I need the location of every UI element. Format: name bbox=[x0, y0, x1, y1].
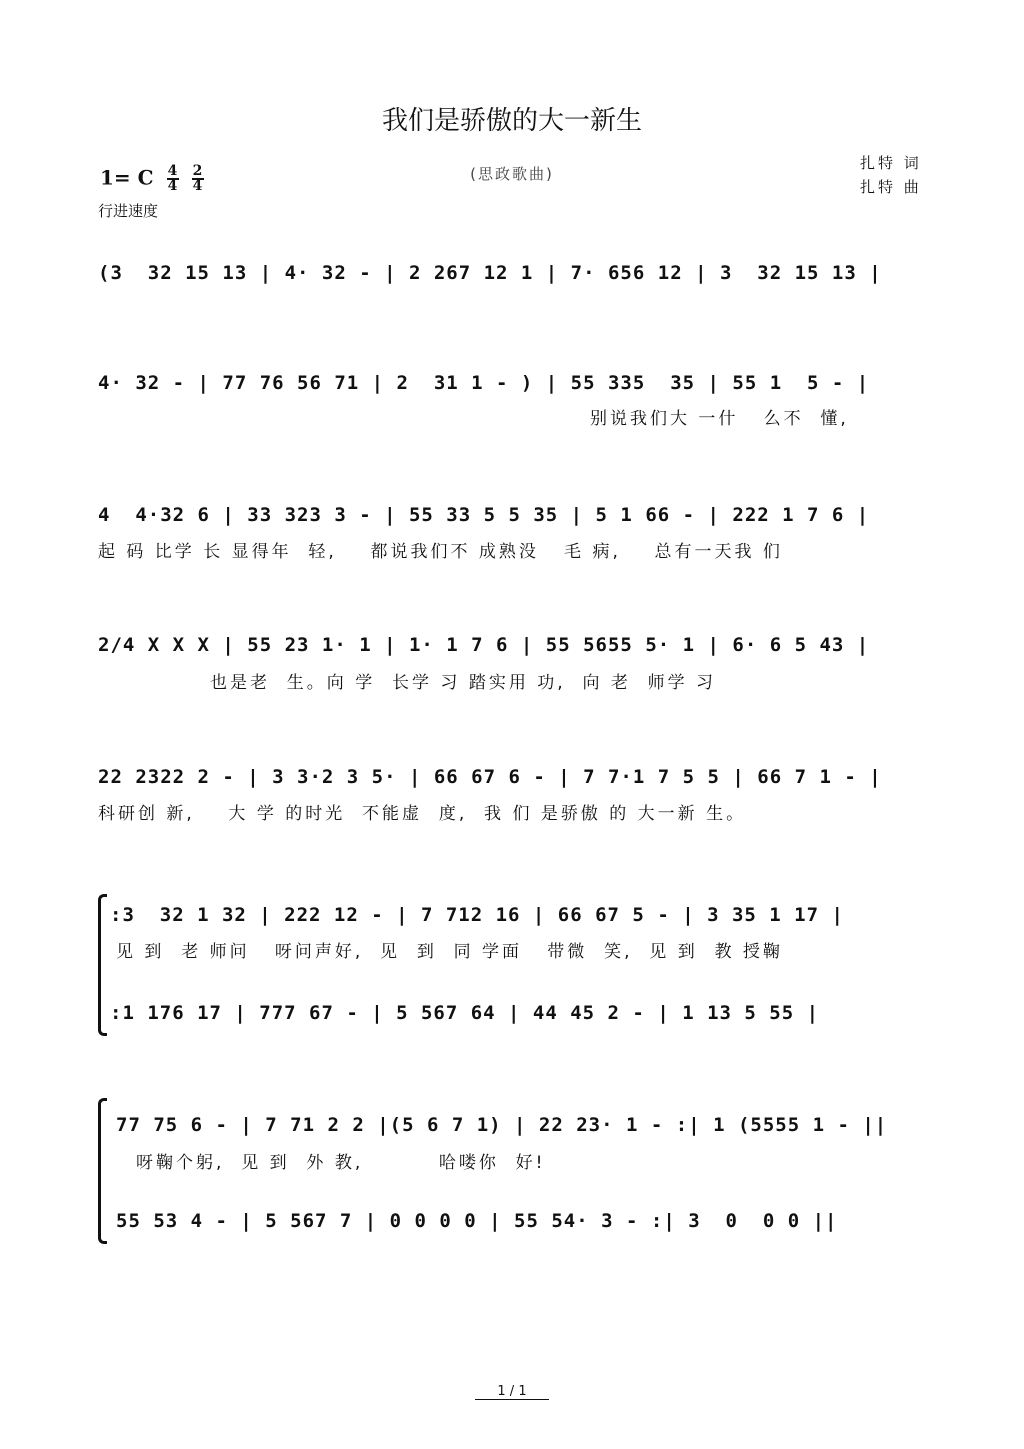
system-brace-1 bbox=[98, 894, 107, 1036]
score-line-8-lyrics: 呀鞠个躬, 见 到 外 教, 哈喽你 好! bbox=[136, 1153, 546, 1173]
score-line-6-lyrics: 见 到 老 师问 呀问声好, 见 到 同 学面 带微 笑, 见 到 教 授鞠 bbox=[116, 942, 783, 962]
score-line-8-notes: 77 75 6 - | 7 71 2 2 |(5 6 7 1) | 22 23· 1 - :| 1 (5555 1 - || bbox=[116, 1114, 888, 1136]
song-subtitle: (思政歌曲) bbox=[470, 165, 554, 183]
score-line-1-notes: (3 32 15 13 | 4· 32 - | 2 267 12 1 | 7· 656 12 | 3 32 15 13 | bbox=[98, 262, 882, 284]
score-line-6-notes: :3 32 1 32 | 222 12 - | 7 712 16 | 66 67 5 - | 3 35 1 17 | bbox=[110, 904, 844, 926]
time-signature-4-4: $\frac{4}{4}$ bbox=[167, 163, 178, 194]
score-line-5-notes: 22 2322 2 - | 3 3·2 3 5· | 66 67 6 - | 7 7·1 7 5 5 | 66 7 1 - | bbox=[98, 766, 882, 788]
key-signature bbox=[100, 165, 204, 193]
score-line-2-lyrics: 别说我们大 一什 么不 懂, bbox=[590, 409, 849, 429]
score-line-3-lyrics: 起 码 比学 长 显得年 轻, 都说我们不 成熟没 毛 病, 总有一天我 们 bbox=[98, 542, 783, 562]
score-line-9-notes: 55 53 4 - | 5 567 7 | 0 0 0 0 | 55 54· 3 - :| 3 0 0 0 || bbox=[116, 1210, 838, 1232]
tempo-marking: 行进速度 bbox=[98, 202, 159, 220]
time-signature-2-4: $\frac{2}{4}$ bbox=[192, 163, 203, 194]
score-line-2-notes: 4· 32 - | 77 76 56 71 | 2 31 1 - ) | 55 335 35 | 55 1 5 - | bbox=[98, 372, 870, 394]
lyricist-credit: 扎特 词 bbox=[860, 154, 922, 172]
score-line-4-notes: 2/4 X X X | 55 23 1· 1 | 1· 1 7 6 | 55 5655 5· 1 | 6· 6 5 43 | bbox=[98, 634, 870, 656]
page-number: 1 / 1 bbox=[0, 1384, 1024, 1399]
composer-credit: 扎特 曲 bbox=[860, 178, 922, 196]
song-title: 我们是骄傲的大一新生 bbox=[381, 106, 642, 136]
score-line-3-notes: 4 4·32 6 | 33 323 3 - | 55 33 5 5 35 | 5 1 66 - | 222 1 7 6 | bbox=[98, 504, 870, 526]
system-brace-2 bbox=[98, 1098, 107, 1244]
key-label: 1= C bbox=[100, 165, 154, 190]
score-line-5-lyrics: 科研创 新, 大 学 的时光 不能虚 度, 我 们 是骄傲 的 大一新 生。 bbox=[98, 804, 747, 824]
score-line-4-lyrics: 也是老 生。向 学 长学 习 踏实用 功, 向 老 师学 习 bbox=[210, 673, 717, 693]
score-line-7-notes: :1 176 17 | 777 67 - | 5 567 64 | 44 45 2 - | 1 13 5 55 | bbox=[110, 1002, 820, 1024]
